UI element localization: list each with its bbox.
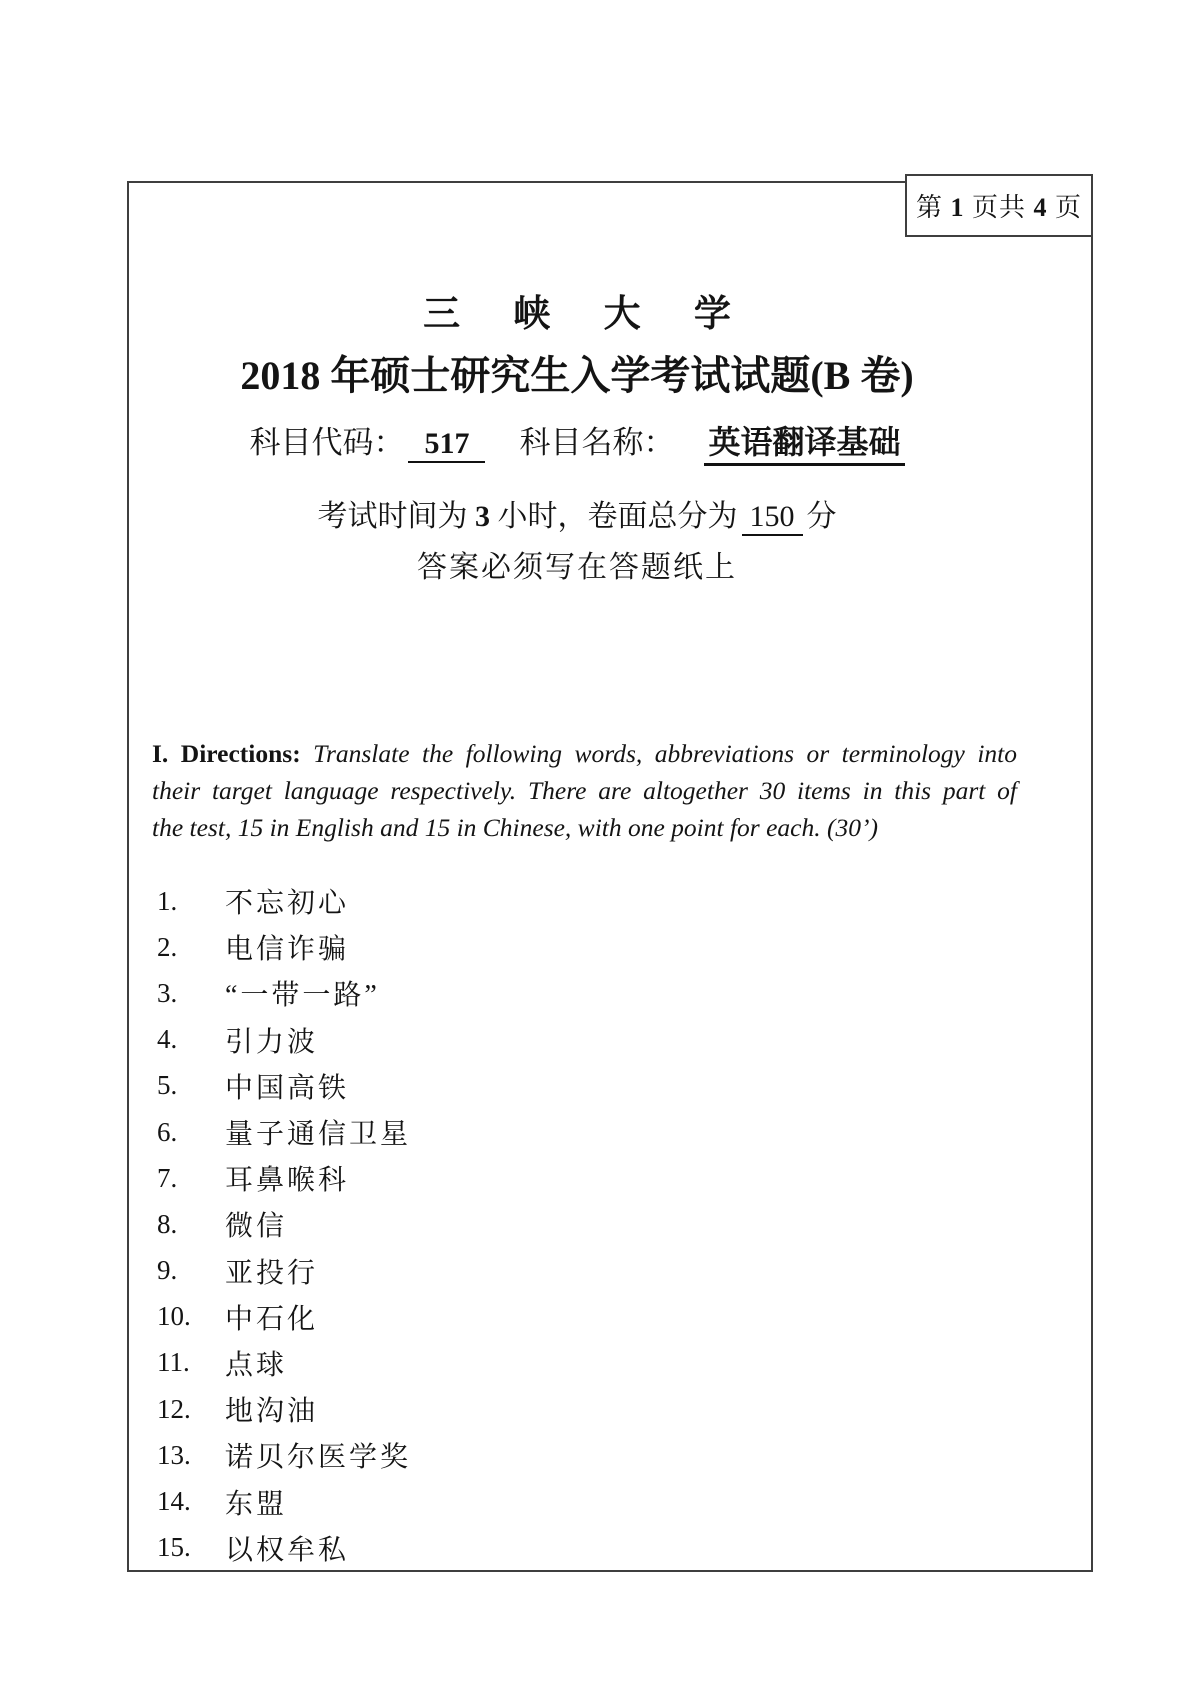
item-term: “一带一路” — [225, 980, 380, 1012]
directions-line-3: the test, 15 in English and 15 in Chinese, with one point for each. (30’) — [152, 813, 878, 842]
item-term: 耳鼻喉科 — [225, 1165, 350, 1197]
item-number: 15. — [157, 1532, 191, 1563]
page-number-text: 第 1 页共 4 页 — [915, 193, 1083, 222]
item-term: 东盟 — [225, 1488, 288, 1520]
total-score-value: 150 — [742, 500, 803, 536]
item-term: 中国高铁 — [225, 1072, 350, 1104]
item-term: 以权牟私 — [225, 1534, 350, 1566]
subject-line — [127, 417, 1027, 466]
item-number: 7. — [157, 1162, 178, 1193]
item-number: 11. — [157, 1347, 190, 1378]
list-item — [157, 1525, 957, 1571]
item-number: 8. — [157, 1208, 178, 1239]
list-item — [157, 1017, 957, 1063]
list-item — [157, 878, 957, 924]
exam-time-line: 考试时间为 3 小时，卷面总分为 150 分 — [127, 491, 1027, 536]
directions-label: I. Directions: — [152, 739, 301, 768]
subject-name-value: 英语翻译基础 — [704, 417, 904, 466]
answer-sheet-notice: 答案必须写在答题纸上 — [417, 551, 737, 584]
total-page-number: 4 — [1033, 193, 1048, 222]
item-term: 诺贝尔医学奖 — [225, 1442, 412, 1474]
item-term: 微信 — [225, 1211, 288, 1243]
list-item — [157, 1340, 957, 1386]
item-number: 2. — [157, 931, 178, 962]
translation-items-list — [157, 878, 957, 1571]
list-item — [157, 1386, 957, 1432]
exam-title: 2018 年硕士研究生入学考试试题(B 卷) — [240, 353, 914, 398]
item-number: 1. — [157, 885, 178, 916]
list-item — [157, 1432, 957, 1478]
item-number: 10. — [157, 1301, 191, 1332]
list-item — [157, 1478, 957, 1524]
current-page-number: 1 — [950, 193, 965, 222]
university-title: 三 峡 大 学 — [423, 294, 731, 335]
item-term: 电信诈骗 — [225, 934, 350, 966]
item-number: 5. — [157, 1070, 178, 1101]
list-item — [157, 1155, 957, 1201]
list-item — [157, 1201, 957, 1247]
item-number: 4. — [157, 1024, 178, 1055]
item-number: 9. — [157, 1255, 178, 1286]
list-item — [157, 1063, 957, 1109]
item-number: 12. — [157, 1393, 191, 1424]
list-item — [157, 924, 957, 970]
exam-hours: 3 — [475, 500, 490, 533]
item-term: 地沟油 — [225, 1396, 319, 1428]
item-number: 6. — [157, 1116, 178, 1147]
subject-code-value: 517 — [408, 427, 485, 463]
subject-code-label: 科目代码： — [249, 425, 405, 460]
item-number: 14. — [157, 1486, 191, 1517]
directions-line-2: their target language respectively. There are altogether 30 items in this part of — [152, 776, 1017, 805]
section1-directions — [152, 735, 1017, 846]
list-item — [157, 1294, 957, 1340]
item-term: 亚投行 — [225, 1257, 319, 1289]
item-term: 点球 — [225, 1349, 288, 1381]
item-term: 不忘初心 — [225, 888, 350, 920]
directions-line-1: I. Directions: Translate the following words, abbreviations or terminology into — [152, 739, 1018, 768]
item-term: 引力波 — [225, 1026, 319, 1058]
item-number: 13. — [157, 1439, 191, 1470]
list-item — [157, 1109, 957, 1155]
item-term: 中石化 — [225, 1303, 319, 1335]
subject-name-label: 科目名称： — [519, 425, 675, 460]
item-number: 3. — [157, 977, 178, 1008]
page-number-box — [905, 174, 1093, 237]
item-term: 量子通信卫星 — [225, 1119, 412, 1151]
list-item — [157, 1248, 957, 1294]
list-item — [157, 970, 957, 1016]
